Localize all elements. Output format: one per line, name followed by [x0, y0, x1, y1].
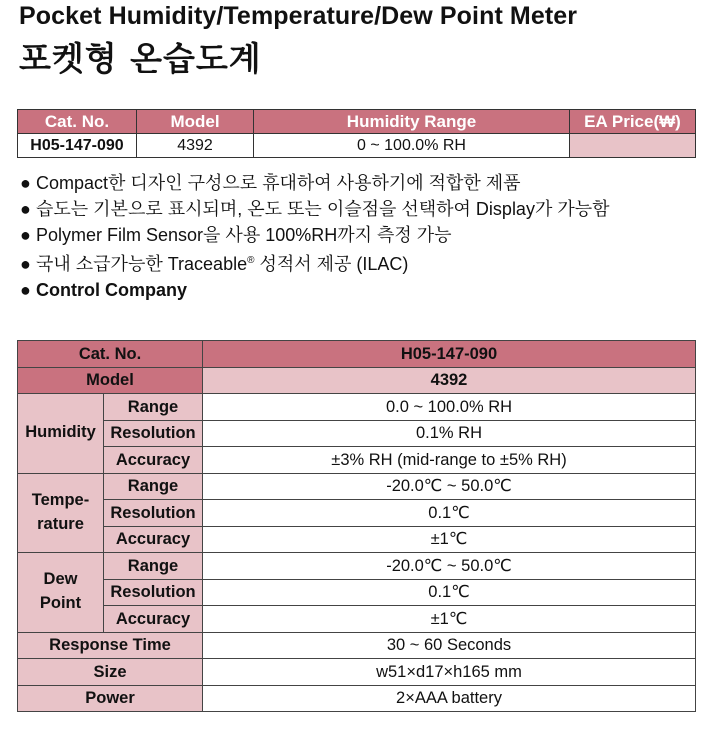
header-cat-no: Cat. No.: [18, 110, 137, 134]
feature-item: [20, 222, 610, 248]
feature-text: Control Company: [36, 280, 187, 300]
spec-row-response-time: [18, 632, 696, 659]
spec-value-temperature-resolution: 0.1℃: [203, 500, 696, 527]
cell-cat-no: H05-147-090: [18, 134, 137, 158]
spec-value-power: 2×AAA battery: [203, 685, 696, 712]
feature-item: [20, 196, 610, 222]
product-title-english: Pocket Humidity/Temperature/Dew Point Meter: [19, 2, 578, 30]
spec-value-dewpoint-resolution: 0.1℃: [203, 579, 696, 606]
spec-label-range: Range: [104, 394, 203, 421]
spec-label-range: Range: [104, 473, 203, 500]
spec-label-response-time: Response Time: [18, 632, 203, 659]
feature-text: 국내 소급가능한 Traceable: [36, 254, 248, 274]
spec-value-humidity-accuracy: ±3% RH (mid-range to ±5% RH): [203, 447, 696, 474]
spec-label-model: Model: [18, 367, 203, 394]
group-label-line: Point: [39, 594, 82, 613]
feature-item: [20, 170, 610, 196]
spec-value-dewpoint-accuracy: ±1℃: [203, 606, 696, 633]
group-label-humidity: Humidity: [18, 394, 104, 474]
spec-row-humidity-accuracy: [18, 447, 696, 474]
registered-mark: ®: [247, 255, 255, 266]
spec-row-dewpoint-accuracy: [18, 606, 696, 633]
bullet-icon: ●: [20, 199, 31, 219]
spec-row-humidity-resolution: [18, 420, 696, 447]
spec-label-accuracy: Accuracy: [104, 606, 203, 633]
cell-model: 4392: [137, 134, 254, 158]
order-table-row: [18, 134, 696, 158]
group-label-line: Dew: [43, 570, 78, 589]
feature-list: [20, 170, 610, 303]
spec-label-resolution: Resolution: [104, 500, 203, 527]
spec-row-dewpoint-range: [18, 553, 696, 580]
cell-price: [570, 134, 696, 158]
spec-row-temperature-resolution: [18, 500, 696, 527]
spec-value-cat-no: H05-147-090: [203, 341, 696, 368]
spec-label-resolution: Resolution: [104, 579, 203, 606]
spec-value-temperature-accuracy: ±1℃: [203, 526, 696, 553]
bullet-icon: ●: [20, 225, 31, 245]
spec-value-humidity-range: 0.0 ~ 100.0% RH: [203, 394, 696, 421]
header-model: Model: [137, 110, 254, 134]
header-ea-price: EA Price(₩): [570, 110, 696, 134]
product-title-korean: 포켓형 온습도계: [19, 39, 262, 78]
feature-item-brand: [20, 277, 610, 303]
order-table-header: [18, 110, 696, 134]
spec-table: [17, 340, 696, 712]
order-table: [17, 109, 696, 158]
feature-text: Polymer Film Sensor을 사용 100%RH까지 측정 가능: [36, 225, 452, 245]
spec-value-humidity-resolution: 0.1% RH: [203, 420, 696, 447]
spec-value-dewpoint-range: -20.0℃ ~ 50.0℃: [203, 553, 696, 580]
bullet-icon: ●: [20, 254, 31, 274]
spec-label-cat-no: Cat. No.: [18, 341, 203, 368]
spec-row-power: [18, 685, 696, 712]
spec-row-cat-no: [18, 341, 696, 368]
feature-item: [20, 248, 610, 277]
cell-humidity-range: 0 ~ 100.0% RH: [254, 134, 570, 158]
spec-label-accuracy: Accuracy: [104, 526, 203, 553]
bullet-icon: ●: [20, 280, 31, 300]
spec-value-response-time: 30 ~ 60 Seconds: [203, 632, 696, 659]
spec-label-accuracy: Accuracy: [104, 447, 203, 474]
spec-row-dewpoint-resolution: [18, 579, 696, 606]
group-label-temperature: [18, 473, 104, 553]
group-label-line: Tempe-: [31, 490, 90, 509]
feature-text: 습도는 기본으로 표시되며, 온도 또는 이슬점을 선택하여 Display가 가능함: [36, 199, 610, 219]
spec-label-resolution: Resolution: [104, 420, 203, 447]
spec-label-power: Power: [18, 685, 203, 712]
feature-text: Compact한 디자인 구성으로 휴대하여 사용하기에 적합한 제품: [36, 173, 521, 193]
feature-text-suffix: 성적서 제공 (ILAC): [254, 254, 409, 274]
spec-row-temperature-accuracy: [18, 526, 696, 553]
header-humidity-range: Humidity Range: [254, 110, 570, 134]
spec-label-size: Size: [18, 659, 203, 686]
bullet-icon: ●: [20, 173, 31, 193]
spec-row-model: [18, 367, 696, 394]
spec-row-humidity-range: [18, 394, 696, 421]
spec-label-range: Range: [104, 553, 203, 580]
spec-value-model: 4392: [203, 367, 696, 394]
spec-value-temperature-range: -20.0℃ ~ 50.0℃: [203, 473, 696, 500]
spec-value-size: w51×d17×h165 mm: [203, 659, 696, 686]
group-label-dew-point: [18, 553, 104, 633]
spec-row-temperature-range: [18, 473, 696, 500]
group-label-line: rature: [37, 514, 84, 533]
spec-row-size: [18, 659, 696, 686]
